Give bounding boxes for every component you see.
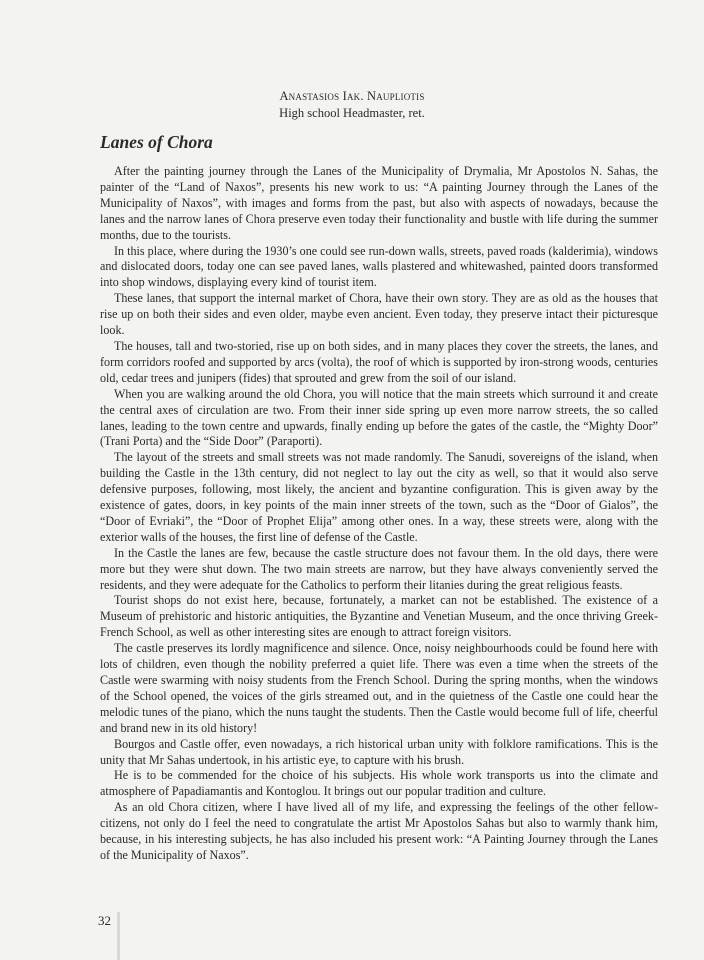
paragraph: In this place, where during the 1930’s one could see run-down walls, streets, paved roads (kalderimia), windows and dislocated doors, today one can see paved lanes, walls plastered and whitewashed, painted doors transformed into shop windows, displaying every kind of tourist item. [100, 243, 658, 290]
paragraph: The layout of the streets and small streets was not made randomly. The Sanudi, sovereigns of the island, when building the Castle in the 13th century, did not neglect to lay out the city as well, so that it would also serve defensive purposes, following, most likely, the ancient and byzantine configuration. This is given away by the existence of gates, doors, in key points of the main inner streets of the town, such as the “Door of Gialos”, the “Door of Evriaki”, the “Door of Prophet Elija” among other ones. In a way, these streets were, along with the exterior walls of the houses, the first line of defense of the Castle. [100, 450, 658, 544]
margin-rule [117, 912, 120, 960]
article-body [100, 164, 658, 864]
article-title: Lanes of Chora [100, 132, 213, 152]
paragraph: Tourist shops do not exist here, because, fortunately, a market can not be established. The existence of a Museum of prehistoric and historic antiquities, the Byzantine and Venetian Museum, and the once thriving Greek-French School, as well as other interesting sites are enough to attract foreign visitors. [100, 593, 658, 640]
paragraph: In the Castle the lanes are few, because the castle structure does not favour them. In the old days, there were more but they were shut down. The two main streets are narrow, but they have always conveniently served the residents, and they were adequate for the Catholics to perform their litanies during the great religious feasts. [100, 545, 658, 592]
paragraph: These lanes, that support the internal market of Chora, have their own story. They are as old as the houses that rise up on both their sides and even older, maybe even ancient. Even today, they preserve intact their picturesque look. [100, 291, 658, 338]
paragraph: Bourgos and Castle offer, even nowadays, a rich historical urban unity with folklore ramifications. This is the unity that Mr Sahas undertook, in his artistic eye, to capture with his brush. [100, 736, 658, 767]
page-number: 32 [98, 913, 111, 928]
author-role: High school Headmaster, ret. [279, 106, 425, 120]
paragraph: He is to be commended for the choice of his subjects. His whole work transports us into the climate and atmosphere of Papadiamantis and Kontoglou. It brings out our popular tradition and culture. [100, 768, 658, 799]
paragraph: The houses, tall and two-storied, rise up on both sides, and in many places they cover the streets, the lanes, and form corridors roofed and supported by arcs (volta), the roof of which is supported by iron-strong woods, centuries old, cedar trees and junipers (fides) that sprouted and grew from the soil of our island. [100, 338, 658, 385]
paragraph: The castle preserves its lordly magnificence and silence. Once, noisy neighbourhoods could be found here with lots of children, even though the nobility preferred a quiet life. There was even a time when the streets of the Castle were swarming with noisy students from the French School. During the spring months, when the windows of the School opened, the voices of the girls streamed out, and in the quietness of the Castle one could hear the melodic tunes of the piano, which the nuns taught the students. Then the Castle would become full of life, cheerful and brand new in its old history! [100, 641, 658, 735]
paragraph: After the painting journey through the Lanes of the Municipality of Drymalia, Mr Apostolos N. Sahas, the painter of the “Land of Naxos”, presents his new work to us: “A painting Journey through the Lanes of the Municipality of Naxos”, with images and forms from the past, but also with aspects of nowadays, because the lanes and the narrow lanes of Chora preserve even today their functionality and bustle with life during the summer months, due to the tourists. [100, 164, 658, 242]
paragraph: When you are walking around the old Chora, you will notice that the main streets which surround it and create the central axes of circulation are two. From their inner side spring up even more narrow streets, the so called lanes, leading to the town centre and upwards, finally ending up before the gates of the castle, the “Mighty Door” (Trani Porta) and the “Side Door” (Paraporti). [100, 386, 658, 449]
author-name: Anastasios Iak. Naupliotis [279, 89, 425, 103]
paragraph: As an old Chora citizen, where I have lived all of my life, and expressing the feelings of the other fellow-citizens, not only do I feel the need to congratulate the artist Mr Apostolos Sahas but also to warmly thank him, because, in his interesting subjects, he has also included his present work: “A Painting Journey through the Lanes of the Municipality of Naxos”. [100, 800, 658, 862]
author-block [0, 88, 704, 122]
